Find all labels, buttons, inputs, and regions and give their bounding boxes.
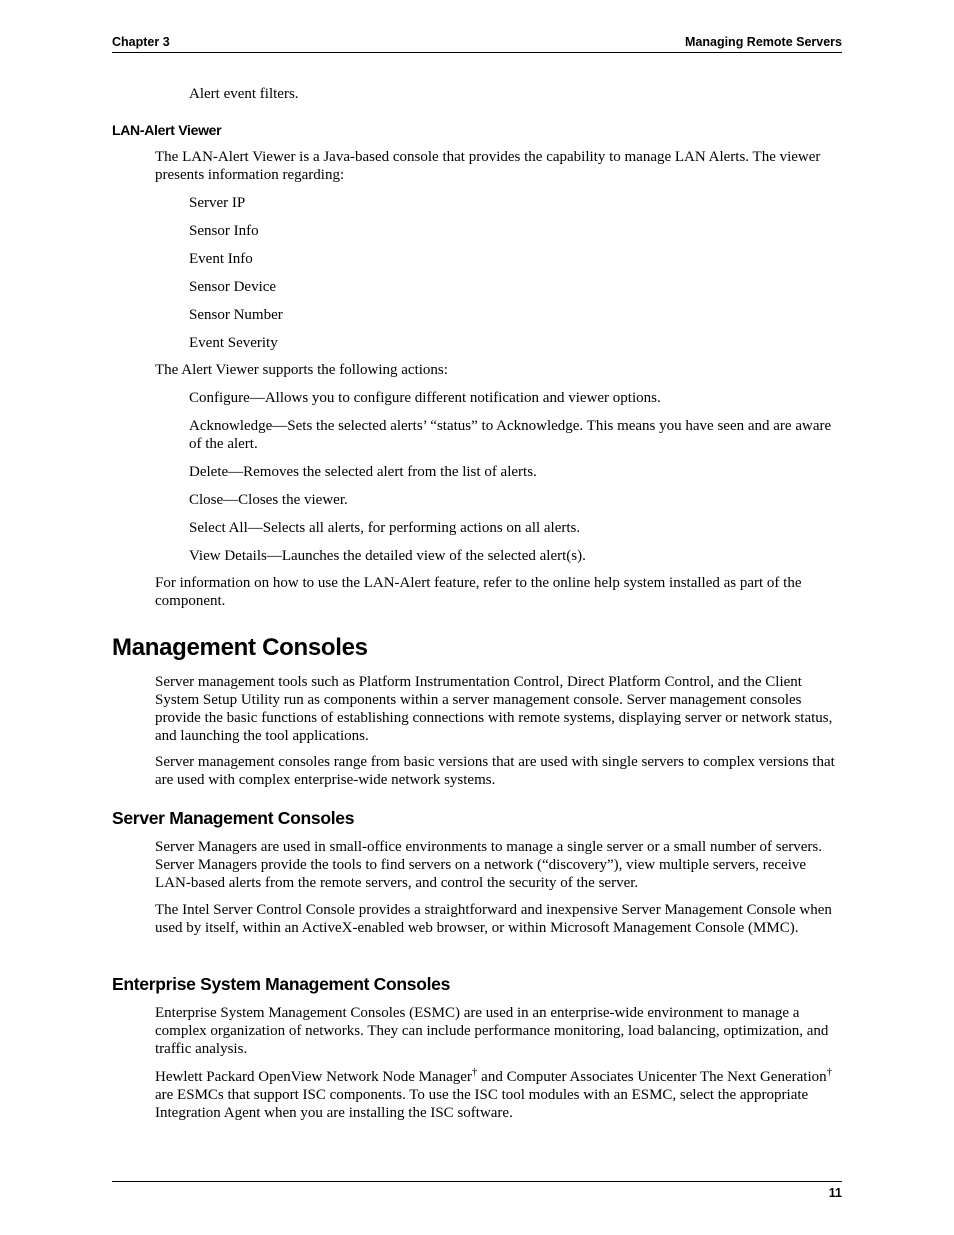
esmc-text: and Computer Associates Unicenter The Next Generation bbox=[477, 1069, 827, 1085]
list-item: Server IP bbox=[189, 195, 246, 211]
paragraph bbox=[155, 1068, 845, 1122]
list-item: Event Info bbox=[189, 251, 253, 267]
chapter-label: Chapter 3 bbox=[112, 35, 170, 49]
paragraph: For information on how to use the LAN-Alert feature, refer to the online help system installed as part of the component. bbox=[155, 575, 802, 609]
section-heading-esmc: Enterprise System Management Consoles bbox=[112, 974, 451, 994]
list-item: Event Severity bbox=[189, 335, 278, 351]
page-number: 11 bbox=[828, 1186, 842, 1200]
esmc-text: are ESMCs that support ISC components. To use the ISC tool modules with an ESMC, select the appropriate Integration Agent when you are installing the ISC software. bbox=[155, 1087, 809, 1121]
paragraph: The Intel Server Control Console provides a straightforward and inexpensive Server Management Console when used by itself, within an ActiveX-enabled web browser, or within Microsoft Management Console (MMC). bbox=[155, 902, 832, 936]
paragraph: Server management consoles range from basic versions that are used with single servers to complex versions that are used with complex enterprise-wide network systems. bbox=[155, 754, 835, 788]
dagger-mark: † bbox=[471, 1066, 478, 1078]
list-item: Sensor Number bbox=[189, 307, 283, 323]
paragraph: Server management tools such as Platform Instrumentation Control, Direct Platform Control, and the Client System Setup Utility run as components within a server management console. Server management consoles provide the basic functions of establishing connections with remote systems, displaying server or network status, and launching the tool applications. bbox=[155, 674, 833, 744]
esmc-text: Hewlett Packard OpenView Network Node Manager bbox=[155, 1069, 472, 1085]
list-item: View Details—Launches the detailed view of the selected alert(s). bbox=[189, 548, 586, 564]
list-item: Alert event filters. bbox=[189, 86, 299, 102]
page-header bbox=[112, 34, 842, 53]
list-item: Sensor Info bbox=[189, 223, 259, 239]
list-item: Select All—Selects all alerts, for performing actions on all alerts. bbox=[189, 520, 581, 536]
list-item: Sensor Device bbox=[189, 279, 277, 295]
paragraph: Enterprise System Management Consoles (ESMC) are used in an enterprise-wide environment to manage a complex organization of networks. They can include performance monitoring, load balancing, optimization, and traffic analysis. bbox=[155, 1005, 829, 1057]
section-heading-lan-alert-viewer: LAN-Alert Viewer bbox=[112, 122, 222, 138]
paragraph: The LAN-Alert Viewer is a Java-based console that provides the capability to manage LAN Alerts. The viewer presents information regarding: bbox=[155, 149, 821, 183]
paragraph: Server Managers are used in small-office environments to manage a single server or a small number of servers. Server Managers provide the tools to find servers on a network (“discovery”), view multiple servers, receive LAN-based alerts from the remote servers, and control the security of the server. bbox=[155, 839, 822, 891]
section-heading-server-management-consoles: Server Management Consoles bbox=[112, 808, 355, 828]
list-item: Delete—Removes the selected alert from the list of alerts. bbox=[189, 464, 537, 480]
list-item: Acknowledge—Sets the selected alerts’ “status” to Acknowledge. This means you have seen and are aware of the alert. bbox=[189, 418, 832, 452]
page-footer bbox=[112, 1181, 842, 1200]
list-item: Close—Closes the viewer. bbox=[189, 492, 348, 508]
running-title: Managing Remote Servers bbox=[685, 35, 842, 49]
paragraph: The Alert Viewer supports the following actions: bbox=[155, 362, 448, 378]
section-heading-management-consoles: Management Consoles bbox=[112, 634, 368, 661]
list-item: Configure—Allows you to configure different notification and viewer options. bbox=[189, 390, 661, 406]
dagger-mark: † bbox=[826, 1066, 833, 1078]
